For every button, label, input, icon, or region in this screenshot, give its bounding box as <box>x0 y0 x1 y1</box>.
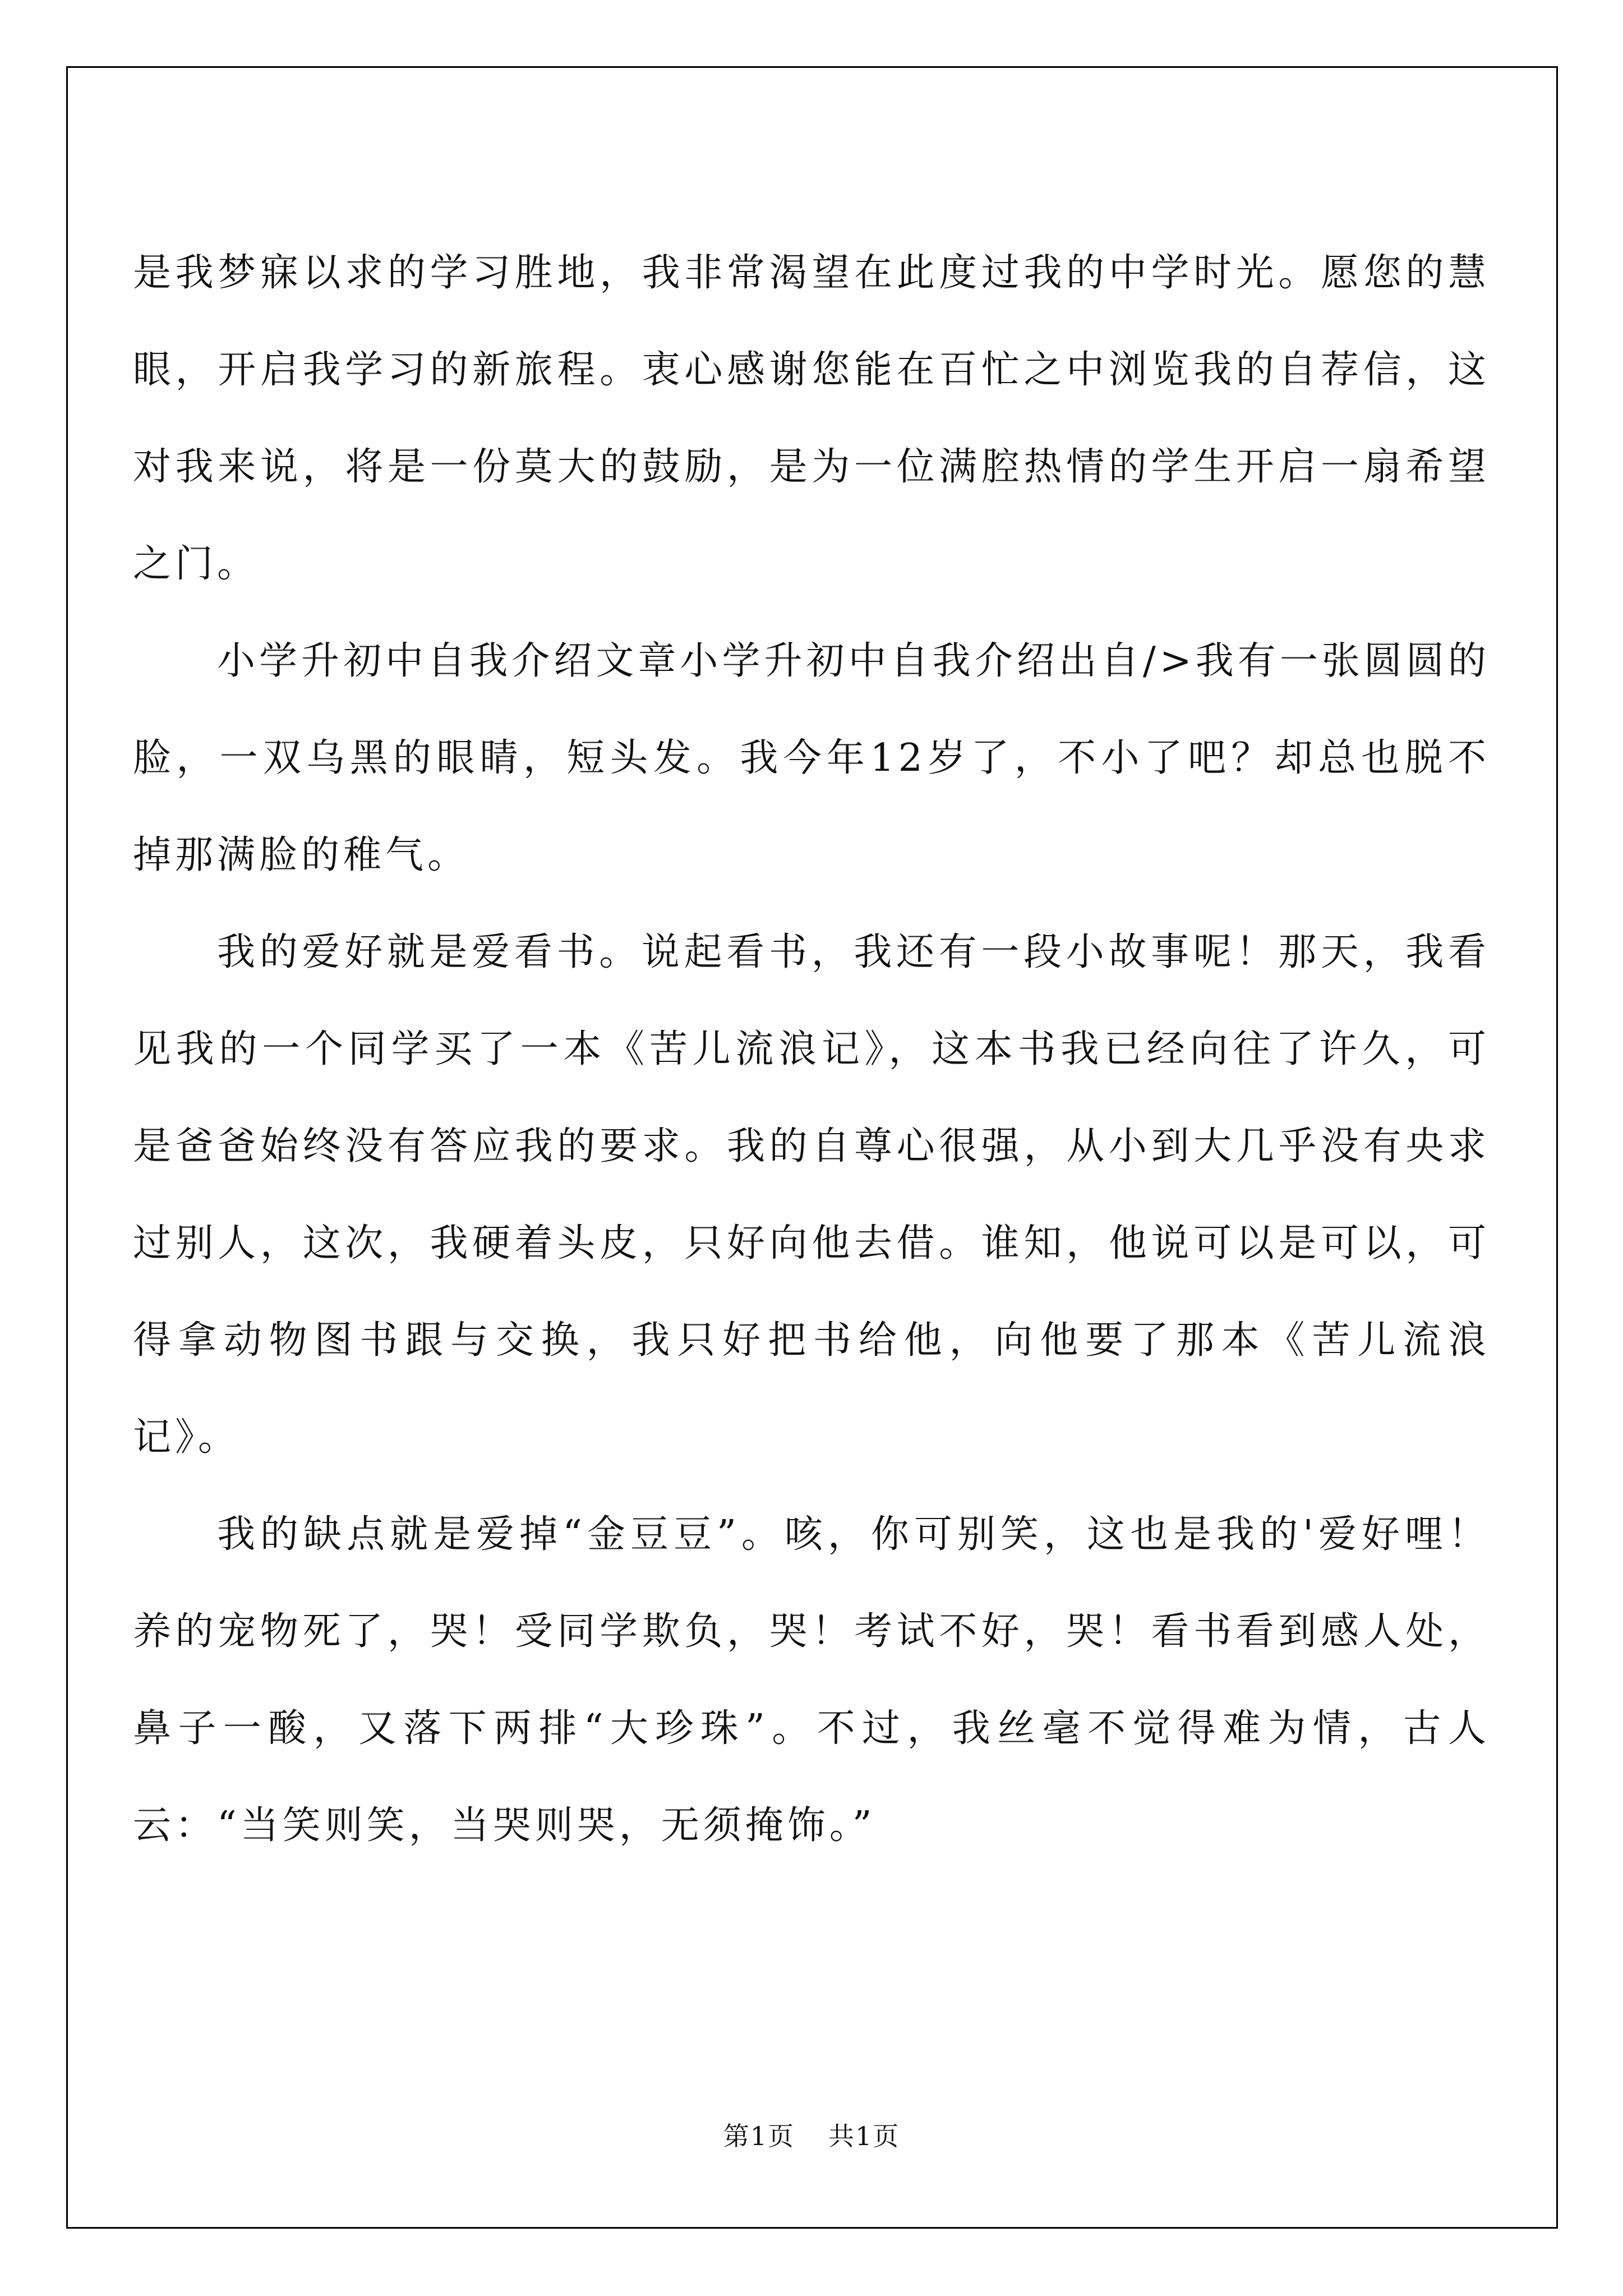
paragraph-3: 我的爱好就是爱看书。说起看书，我还有一段小故事呢！那天，我看见我的一个同学买了一本《苦儿流浪记》，这本书我已经向往了许久，可是爸爸始终没有答应我的要求。我的自尊心很强，从小到大几乎没有央求过别人，这次，我硬着头皮，只好向他去借。谁知，他说可以是可以，可得拿动物图书跟与交换，我只好把书给他，向他要了那本《苦儿流浪记》。 <box>133 930 1490 1460</box>
page-total: 共1页 <box>828 2121 900 2151</box>
paragraph-1: 是我梦寐以求的学习胜地，我非常渴望在此度过我的中学时光。愿您的慧眼，开启我学习的新旅程。衷心感谢您能在百忙之中浏览我的自荐信，这对我来说，将是一份莫大的鼓励，是为一位满腔热情的学生开启一扇希望之门。 <box>133 251 1490 586</box>
document-body <box>133 224 1490 1874</box>
page-footer <box>0 2116 1623 2153</box>
paragraph-4: 我的缺点就是爱掉“金豆豆”。咳，你可别笑，这也是我的'爱好哩！养的宠物死了，哭！受同学欺负，哭！考试不好，哭！看书看到感人处，鼻子一酸，又落下两排“大珍珠”。不过，我丝毫不觉得难为情，古人云：“当笑则笑，当哭则哭，无须掩饰。” <box>133 1512 1490 1848</box>
page-number: 第1页 <box>723 2121 795 2151</box>
paragraph-2: 小学升初中自我介绍文章小学升初中自我介绍出自/>我有一张圆圆的脸，一双乌黑的眼睛，短头发。我今年12岁了，不小了吧？却总也脱不掉那满脸的稚气。 <box>133 639 1490 877</box>
